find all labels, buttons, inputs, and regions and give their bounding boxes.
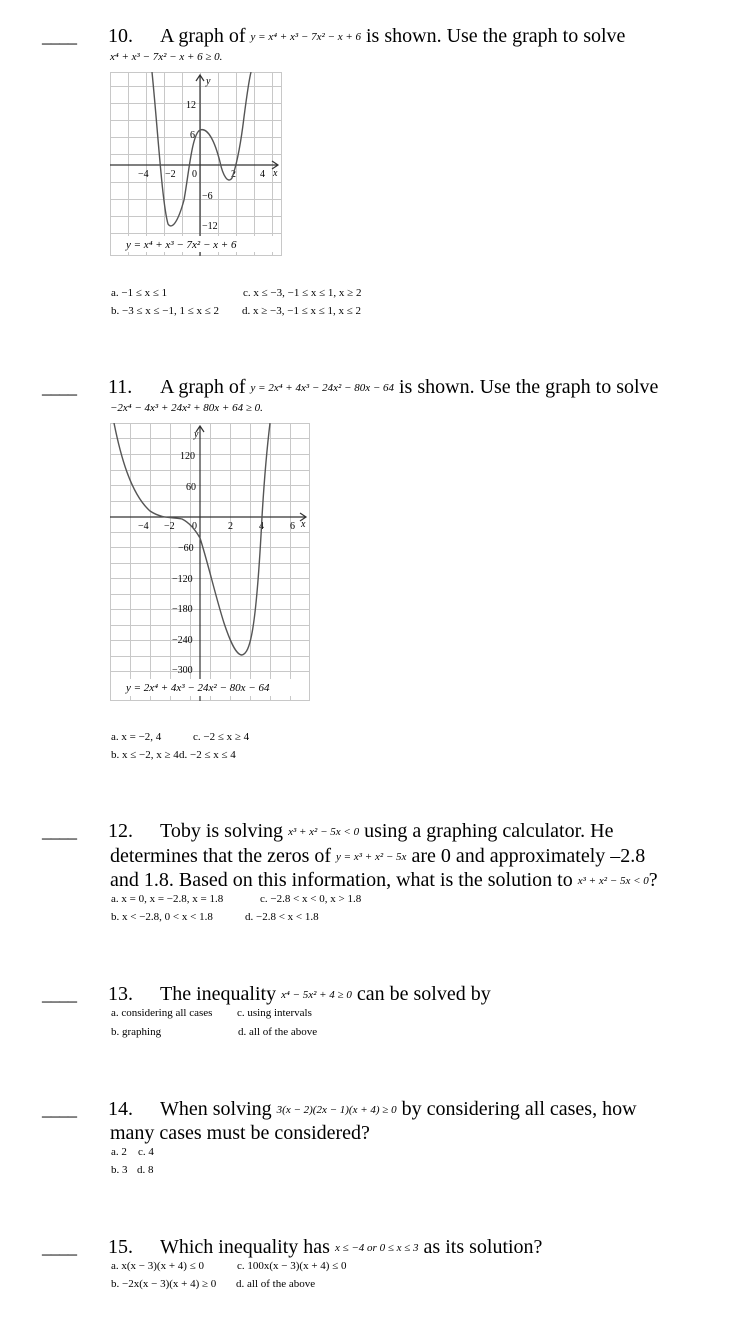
choice-b[interactable]: b. graphing [111,1026,162,1038]
inequality: 3(x − 2)(2x − 1)(x + 4) ≥ 0 [276,1104,397,1116]
x-tick-label: −4 [138,521,149,532]
y-tick-label: −60 [178,543,194,554]
inequality: −2x⁴ − 4x³ + 24x² + 80x + 64 ≥ 0. [110,402,263,414]
x-tick-label: 4 [259,521,264,532]
choice-d[interactable]: d. 8 [137,1164,154,1176]
x-tick-label: 0 [192,169,197,180]
inequality: x³ + x² − 5x < 0 [577,875,649,887]
y-axis-label: y [194,429,199,440]
question-text-line: determines that the zeros of y = x³ + x² − 5x are 0 and approximately –2.8 [110,845,646,867]
inequality: x⁴ − 5x² + 4 ≥ 0 [281,989,352,1001]
choice-b[interactable]: b. −3 ≤ x ≤ −1, 1 ≤ x ≤ 2 [111,305,220,317]
graph-q11 [110,423,310,701]
answer-blank[interactable]: ____ [42,821,76,842]
choice-d[interactable]: d. all of the above [236,1278,316,1290]
y-tick-label: 120 [180,451,195,462]
x-tick-label: 0 [192,521,197,532]
answer-blank[interactable]: ____ [42,1237,76,1258]
x-tick-label: 6 [290,521,295,532]
choice-d[interactable]: d. −2 ≤ x ≤ 4 [179,749,236,761]
function-expression: y = 2x⁴ + 4x³ − 24x² − 80x − 64 [250,382,394,394]
choice-a[interactable]: a. 2 [111,1146,127,1158]
graph-caption: y = 2x⁴ + 4x³ − 24x² − 80x − 64 [126,682,270,694]
y-axis-label: y [206,76,211,87]
x-axis-label: x [301,519,306,530]
choice-b[interactable]: b. −2x(x − 3)(x + 4) ≥ 0 [111,1278,217,1290]
graph-caption: y = x⁴ + x³ − 7x² − x + 6 [126,239,237,251]
choice-d[interactable]: d. all of the above [238,1026,318,1038]
choice-b[interactable]: b. x < −2.8, 0 < x < 1.8 [111,911,213,923]
choice-a[interactable]: a. x = −2, 4 [111,731,162,743]
y-tick-label: −6 [202,191,213,202]
choice-a[interactable]: a. −1 ≤ x ≤ 1 [111,287,168,299]
question-text: When solving 3(x − 2)(2x − 1)(x + 4) ≥ 0 by considering all cases, how [160,1098,637,1120]
question-text: A graph of y = x⁴ + x³ − 7x² − x + 6 is shown. Use the graph to solve [160,25,626,47]
solution-set: x ≤ −4 or 0 ≤ x ≤ 3 [334,1242,419,1254]
y-tick-label: 6 [190,130,195,141]
question-number: 11. [108,376,133,398]
y-tick-label: 60 [186,482,196,493]
function-expression: y = x⁴ + x³ − 7x² − x + 6 [250,31,361,43]
answer-blank[interactable]: ____ [42,377,76,398]
choice-b[interactable]: b. x ≤ −2, x ≥ 4 [111,749,179,761]
choice-c[interactable]: c. 100x(x − 3)(x + 4) ≤ 0 [237,1260,347,1272]
question-text-line: and 1.8. Based on this information, what is the solution to x³ + x² − 5x < 0? [110,869,658,891]
y-tick-label: −120 [172,574,193,585]
y-tick-label: 12 [186,100,196,111]
y-tick-label: −12 [202,221,218,232]
choice-c[interactable]: c. 4 [138,1146,154,1158]
choice-c[interactable]: c. using intervals [237,1007,312,1019]
answer-blank[interactable]: ____ [42,984,76,1005]
question-number: 10. [108,25,133,47]
question-text-line: many cases must be considered? [110,1122,370,1144]
y-tick-label: −240 [172,635,193,646]
x-tick-label: 2 [228,521,233,532]
x-tick-label: −2 [164,521,175,532]
choice-d[interactable]: d. x ≥ −3, −1 ≤ x ≤ 1, x ≤ 2 [242,305,362,317]
function-expression: y = x³ + x² − 5x [336,851,407,863]
question-number: 15. [108,1236,133,1258]
choice-c[interactable]: c. −2 ≤ x ≥ 4 [193,731,250,743]
question-text: A graph of y = 2x⁴ + 4x³ − 24x² − 80x − 64 is shown. Use the graph to solve [160,376,659,398]
x-tick-label: −4 [138,169,149,180]
y-tick-label: −300 [172,665,193,676]
question-text: Toby is solving x³ + x² − 5x < 0 using a graphing calculator. He [160,820,614,842]
choice-a[interactable]: a. x(x − 3)(x + 4) ≤ 0 [111,1260,204,1272]
inequality: x³ + x² − 5x < 0 [288,826,360,838]
choice-a[interactable]: a. considering all cases [111,1007,213,1019]
x-tick-label: −2 [165,169,176,180]
question-number: 12. [108,820,133,842]
question-text: Which inequality has x ≤ −4 or 0 ≤ x ≤ 3 as its solution? [160,1236,543,1258]
grid [110,72,282,256]
question-text: The inequality x⁴ − 5x² + 4 ≥ 0 can be solved by [160,983,491,1005]
inequality: x⁴ + x³ − 7x² − x + 6 ≥ 0. [110,51,223,63]
answer-blank[interactable]: ____ [42,26,76,47]
choice-c[interactable]: c. x ≤ −3, −1 ≤ x ≤ 1, x ≥ 2 [243,287,362,299]
question-number: 14. [108,1098,133,1120]
x-tick-label: 2 [231,169,236,180]
question-number: 13. [108,983,133,1005]
answer-blank[interactable]: ____ [42,1099,76,1120]
grid [110,423,310,701]
x-axis-label: x [273,168,278,179]
graph-q10 [110,72,282,256]
choice-d[interactable]: d. −2.8 < x < 1.8 [245,911,319,923]
choice-c[interactable]: c. −2.8 < x < 0, x > 1.8 [260,893,362,905]
x-tick-label: 4 [260,169,265,180]
y-tick-label: −180 [172,604,193,615]
choice-b[interactable]: b. 3 [111,1164,128,1176]
choice-a[interactable]: a. x = 0, x = −2.8, x = 1.8 [111,893,224,905]
